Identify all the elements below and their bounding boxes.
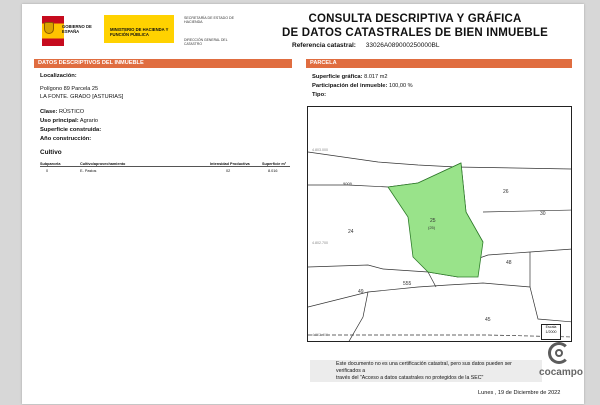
parcel-boundary-top (308, 152, 572, 169)
gobierno-label: GOBIERNO DE ESPAÑA (62, 24, 92, 34)
participacion-row (312, 83, 413, 89)
cadastral-map[interactable] (307, 106, 572, 342)
disclaimer-line-1: Este documento no es una certificación catastral, pero sus datos pueden ser verificados a (336, 361, 512, 374)
scale-box (541, 324, 561, 340)
ano-label: Año construcción: (40, 136, 92, 142)
disclaimer-note (310, 360, 542, 382)
map-coord-1: 4.803.000 (312, 148, 328, 152)
parcela-band: PARCELA (306, 59, 572, 68)
crop-subparcela: 0 (46, 169, 49, 173)
localizacion-label: Localización: (40, 73, 77, 79)
parcel-boundary-right (483, 210, 572, 212)
scale-label: Escala (545, 325, 557, 329)
secretaria-label: SECRETARÍA DE ESTADO DE HACIENDA (184, 16, 234, 24)
document-sheet (22, 4, 584, 404)
scale-value: 1/2000 (545, 330, 557, 334)
parcel-map-drawing (308, 107, 572, 342)
clase-label: Clase: (40, 109, 58, 115)
crop-header-subparcela: Subparcela (40, 162, 61, 166)
crop-table-header (40, 162, 290, 167)
participacion-label: Participación del inmueble: (312, 83, 388, 89)
header (22, 4, 584, 52)
map-label-9009: 9009 (343, 181, 352, 186)
parcel-boundary-bottom (308, 283, 572, 322)
parcel-boundary-road (308, 335, 572, 337)
map-coord-2: 4.802.700 (312, 241, 328, 245)
uso-value: Agrario (79, 118, 98, 124)
map-label-24: 24 (348, 229, 354, 235)
localizacion-line-1: Polígono 89 Parcela 25 (40, 86, 99, 92)
map-coord-3: 4.802.400 (312, 333, 328, 337)
coat-of-arms-icon (44, 22, 54, 34)
page-title (270, 12, 560, 40)
cocampo-logo-text: cocampo (539, 367, 583, 378)
crop-header-superficie: Superficie m² (262, 162, 287, 166)
superficie-grafica-label: Superficie gráfica: (312, 74, 363, 80)
map-label-49: 49 (358, 289, 364, 295)
tipo-label: Tipo: (312, 92, 327, 98)
crop-intensidad: 02 (226, 169, 231, 173)
crop-cultivo: E- Pastos (80, 169, 97, 173)
crop-header-cultivo: Cultivo/aprovechamiento (80, 162, 126, 166)
map-label-555: 555 (403, 281, 412, 287)
map-label-45: 45 (485, 317, 491, 323)
clase-value: RÚSTICO (58, 109, 85, 115)
parcel-boundary-lower (308, 265, 383, 269)
localizacion-line-2: LA FONTE. GRADO [ASTURIAS] (40, 94, 124, 100)
superficie-grafica-row (312, 74, 387, 80)
descriptive-data-band: DATOS DESCRIPTIVOS DEL INMUEBLE (34, 59, 292, 68)
parcel-boundary-inner (428, 272, 436, 287)
title-line-1: CONSULTA DESCRIPTIVA Y GRÁFICA (308, 13, 522, 25)
cocampo-logo (536, 342, 586, 390)
uso-row (40, 118, 98, 124)
parcel-main-label: 25 (430, 218, 436, 224)
cocampo-dot-icon (555, 349, 563, 357)
map-label-30: 30 (540, 211, 546, 217)
crop-header-intensidad: Intensidad Productiva (210, 162, 250, 166)
reference-row (292, 42, 440, 49)
map-label-26: 26 (503, 189, 509, 195)
reference-value: 33026A089000250000BL (365, 42, 440, 49)
ministerio-label: MINISTERIO DE HACIENDA Y FUNCIÓN PÚBLICA (110, 27, 169, 37)
title-line-2: DE DATOS CATASTRALES DE BIEN INMUEBLE (282, 27, 548, 39)
uso-label: Uso principal: (40, 118, 79, 124)
superficie-grafica-value: 8.017 m2 (364, 74, 388, 80)
reference-label: Referencia catastral: (292, 42, 356, 49)
disclaimer-line-2: través del "Acceso a datos catastrales no protegidos de la SEC" (336, 375, 484, 381)
cultivo-label: Cultivo (40, 149, 62, 156)
table-row (40, 169, 290, 174)
superficie-label: Superficie construida: (40, 127, 102, 133)
participacion-value: 100,00 % (388, 83, 413, 89)
document-date: Lunes , 19 de Diciembre de 2022 (478, 390, 561, 396)
parcel-sub-label: (25) (428, 225, 436, 230)
parcel-boundary-left (348, 292, 368, 342)
map-label-48: 48 (506, 260, 512, 266)
direccion-label: DIRECCIÓN GENERAL DEL CATASTRO (184, 38, 228, 46)
crop-superficie: 8.016 (268, 169, 278, 173)
clase-row (40, 109, 84, 115)
